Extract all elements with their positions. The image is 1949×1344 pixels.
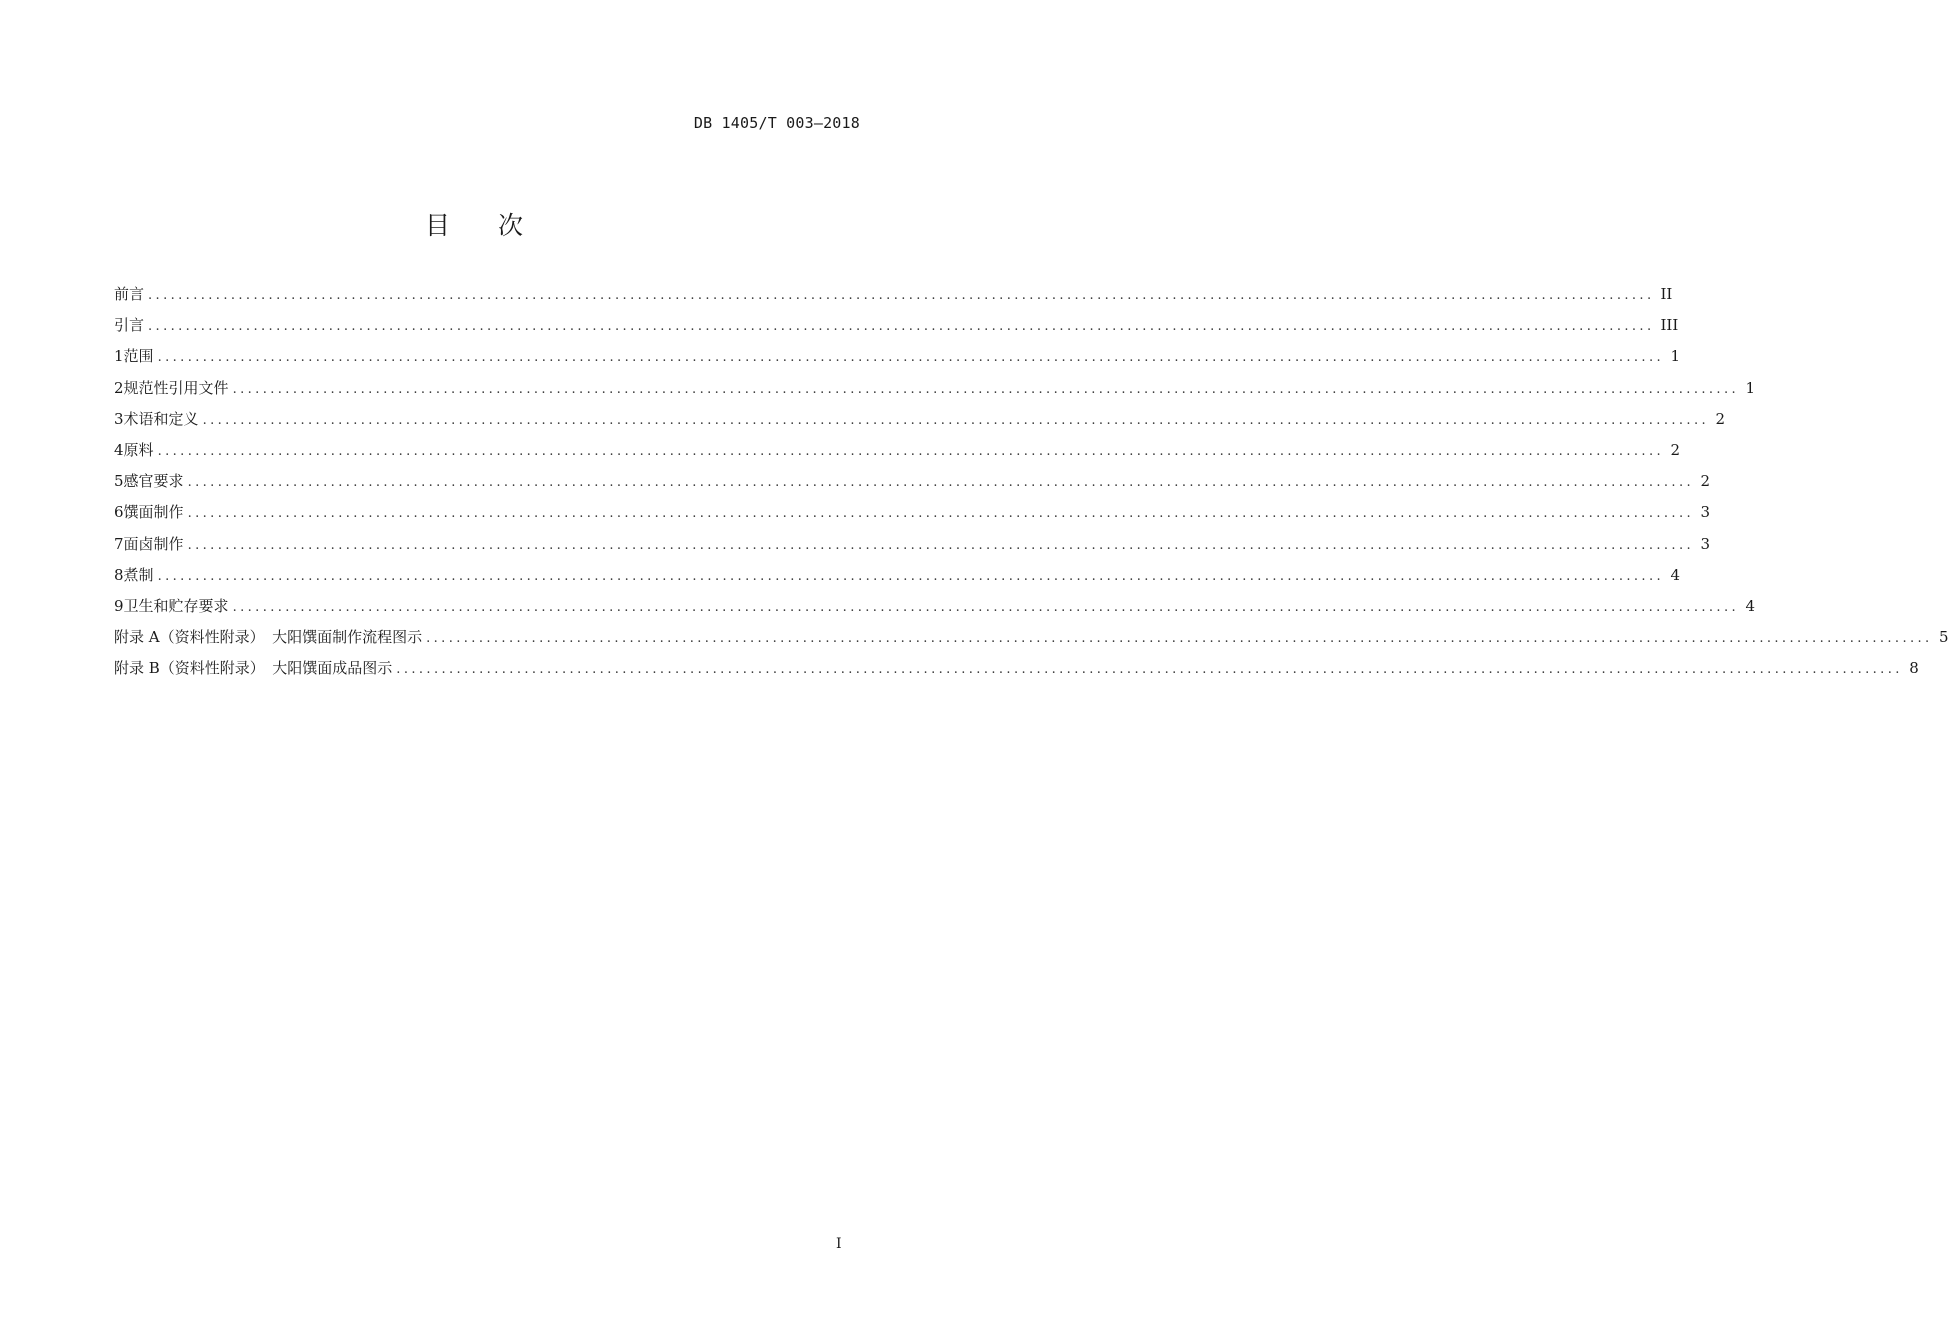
toc-entry-noodle-making[interactable] <box>114 501 1711 532</box>
toc-entry-appendix-b[interactable] <box>114 657 1919 688</box>
toc-entry-page: II <box>1660 285 1673 303</box>
toc-entry-hygiene-storage[interactable] <box>114 595 1756 626</box>
toc-leader-dots: ........................................................................................................................................................................................................ <box>187 537 1695 553</box>
toc-entry-boiling[interactable] <box>114 564 1681 595</box>
toc-entry-page: 2 <box>1670 440 1681 459</box>
toc-title-char: 次 <box>498 211 526 240</box>
toc-entry-page: 2 <box>1700 472 1711 491</box>
page-number: I <box>836 1236 842 1252</box>
toc-entry-label: 馔面制作 <box>123 503 184 522</box>
toc-entry-label: 感官要求 <box>123 472 184 491</box>
toc-leader-dots: ........................................................................................................................................................................................................ <box>187 475 1695 491</box>
toc-entry-raw-materials[interactable] <box>114 439 1681 470</box>
toc-entry-terms-definitions[interactable] <box>114 408 1726 439</box>
toc-leader-dots: ........................................................................................................................................................................................................ <box>157 443 1665 459</box>
toc-entry-label: 煮制 <box>123 565 154 584</box>
toc-leader-dots: ........................................................................................................................................................................................................ <box>187 506 1695 522</box>
toc-entry-page: 1 <box>1670 347 1681 366</box>
toc-leader-dots: ........................................................................................................................................................................................................ <box>157 350 1665 366</box>
toc-entry-number: 9 <box>114 596 124 615</box>
toc-entry-number: 7 <box>114 534 124 553</box>
toc-title <box>0 206 950 242</box>
toc-entry-label: 规范性引用文件 <box>123 378 229 397</box>
toc-leader-dots: ........................................................................................................................................................................................................ <box>396 662 1903 678</box>
toc-entry-page: 1 <box>1745 378 1756 397</box>
table-of-contents <box>114 283 1949 688</box>
toc-entry-number: 6 <box>114 503 124 522</box>
toc-entry-scope[interactable] <box>114 345 1681 376</box>
toc-leader-dots: ........................................................................................................................................................................................................ <box>148 288 1655 303</box>
toc-leader-dots: ........................................................................................................................................................................................................ <box>202 412 1710 428</box>
toc-leader-dots: ........................................................................................................................................................................................................ <box>157 568 1665 584</box>
toc-entry-label: 面卤制作 <box>123 534 184 553</box>
toc-title-char: 目 <box>424 211 452 240</box>
toc-entry-page: 4 <box>1745 596 1756 615</box>
toc-entry-appendix-a[interactable] <box>114 626 1949 657</box>
toc-entry-label: 前言 <box>114 285 145 303</box>
toc-entry-page: III <box>1660 316 1679 335</box>
toc-leader-dots: ........................................................................................................................................................................................................ <box>232 381 1740 397</box>
toc-entry-sensory-requirements[interactable] <box>114 470 1711 501</box>
toc-entry-number: 4 <box>114 440 124 459</box>
toc-leader-dots: ........................................................................................................................................................................................................ <box>426 631 1933 647</box>
toc-leader-dots: ........................................................................................................................................................................................................ <box>232 599 1740 615</box>
toc-entry-page: 3 <box>1700 534 1711 553</box>
toc-entry-number: 5 <box>114 472 124 491</box>
toc-entry-sauce-making[interactable] <box>114 533 1711 564</box>
toc-entry-page: 8 <box>1909 659 1919 678</box>
toc-entry-page: 3 <box>1700 503 1711 522</box>
toc-entry-introduction[interactable] <box>114 314 1679 345</box>
toc-entry-label: 原料 <box>123 440 154 459</box>
toc-entry-number: 8 <box>114 565 124 584</box>
toc-entry-label: 范围 <box>123 347 154 366</box>
toc-entry-label: 附录 A（资料性附录） 大阳馔面制作流程图示 <box>114 628 423 647</box>
toc-entry-label: 卫生和贮存要求 <box>123 596 229 615</box>
toc-entry-number: 2 <box>114 378 124 397</box>
toc-entry-foreword[interactable] <box>114 283 1673 314</box>
toc-entry-label: 术语和定义 <box>123 409 199 428</box>
toc-entry-page: 5 <box>1939 628 1949 647</box>
document-code: DB 1405/T 003—2018 <box>693 114 860 132</box>
toc-entry-number: 3 <box>114 409 124 428</box>
toc-leader-dots: ........................................................................................................................................................................................................ <box>148 319 1655 335</box>
toc-entry-normative-references[interactable] <box>114 377 1756 408</box>
toc-entry-label: 引言 <box>114 316 145 335</box>
toc-entry-number: 1 <box>114 347 124 366</box>
toc-entry-label: 附录 B（资料性附录） 大阳馔面成品图示 <box>114 659 393 678</box>
toc-entry-page: 2 <box>1715 409 1726 428</box>
toc-entry-page: 4 <box>1670 565 1681 584</box>
